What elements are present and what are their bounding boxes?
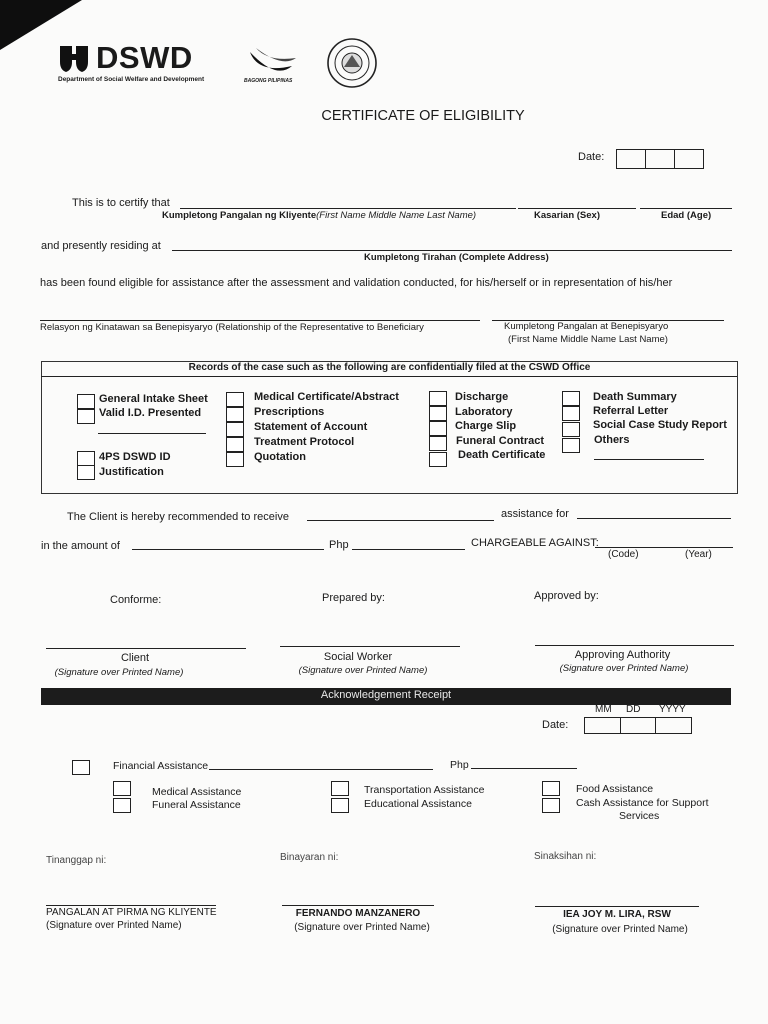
checkbox-death-summary[interactable]: [562, 391, 580, 406]
chargeable-label: CHARGEABLE AGAINST:: [471, 537, 599, 549]
date-label: Date:: [578, 151, 605, 163]
valid-id-line[interactable]: [98, 433, 206, 434]
bagong-pilipinas-icon: [246, 44, 300, 80]
chargeable-line[interactable]: [595, 547, 733, 548]
bagong-pilipinas-caption: BAGONG PILIPINAS: [244, 78, 293, 84]
sex-caption: Kasarian (Sex): [534, 210, 601, 221]
dswd-logo-text: DSWD: [96, 40, 193, 75]
label-financial-assistance: Financial Assistance: [113, 760, 209, 772]
client-name-caption-tagalog: Kumpletong Pangalan ng Kliyente: [162, 210, 317, 221]
label-referral-letter: Referral Letter: [593, 405, 669, 417]
label-statement-of-account: Statement of Account: [254, 421, 368, 433]
recommend-line[interactable]: [307, 520, 494, 521]
checkbox-death-certificate[interactable]: [429, 452, 447, 467]
label-medical-certificate: Medical Certificate/Abstract: [254, 391, 399, 403]
ack-date-day-box[interactable]: [621, 718, 657, 733]
label-educational-assistance: Educational Assistance: [364, 798, 472, 810]
client-sig-caption: (Signature over Printed Name): [54, 667, 184, 678]
checkbox-discharge[interactable]: [429, 391, 447, 406]
label-food-assistance: Food Assistance: [576, 783, 654, 795]
checkbox-educational-assistance[interactable]: [331, 798, 349, 813]
label-general-intake-sheet: General Intake Sheet: [99, 393, 208, 405]
checkbox-funeral-assistance[interactable]: [113, 798, 131, 813]
payer-sig-caption: (Signature over Printed Name): [294, 922, 430, 933]
date-field[interactable]: [616, 149, 704, 169]
client-name-caption: [162, 210, 476, 221]
label-laboratory: Laboratory: [455, 406, 513, 418]
code-caption: (Code): [608, 549, 639, 560]
label-prescriptions: Prescriptions: [254, 406, 325, 418]
label-quotation: Quotation: [254, 451, 306, 463]
ack-php-line[interactable]: [471, 768, 577, 769]
ack-date-label: Date:: [542, 719, 569, 731]
client-receipt-sig-caption: (Signature over Printed Name): [46, 920, 182, 931]
beneficiary-caption-2: (First Name Middle Name Last Name): [508, 334, 668, 345]
client-name-caption-english: (First Name Middle Name Last Name): [316, 210, 477, 221]
relationship-line[interactable]: [40, 320, 480, 321]
conforme-label: Conforme:: [110, 594, 162, 606]
checkbox-treatment-protocol[interactable]: [226, 437, 244, 452]
payer-signature-line[interactable]: [282, 905, 434, 906]
received-by-label: Tinanggap ni:: [46, 855, 107, 866]
ack-date-month-box[interactable]: [585, 718, 621, 733]
label-others: Others: [594, 434, 630, 446]
label-funeral-contract: Funeral Contract: [456, 435, 545, 447]
financial-assistance-line[interactable]: [209, 769, 433, 770]
bagong-pilipinas-logo: [246, 44, 300, 85]
checkbox-valid-id[interactable]: [77, 409, 95, 424]
checkbox-referral-letter[interactable]: [562, 406, 580, 421]
client-signature-line[interactable]: [46, 648, 246, 649]
checkbox-medical-certificate[interactable]: [226, 392, 244, 407]
date-year-box[interactable]: [675, 150, 703, 168]
checkbox-financial-assistance[interactable]: [72, 760, 90, 775]
approved-by-label: Approved by:: [534, 590, 599, 602]
checkbox-others[interactable]: [562, 438, 580, 453]
witnessed-by-label: Sinaksihan ni:: [534, 851, 597, 862]
ack-yyyy-caption: YYYY: [659, 704, 686, 715]
label-funeral-assistance: Funeral Assistance: [152, 799, 241, 811]
approving-authority-signature-line[interactable]: [535, 645, 734, 646]
records-heading: Records of the case such as the following are confidentially filed at the CSWD Office: [188, 362, 591, 373]
amount-words-line[interactable]: [132, 549, 324, 550]
client-title: Client: [120, 652, 150, 664]
social-worker-signature-line[interactable]: [280, 646, 460, 647]
ack-mm-caption: MM: [595, 704, 612, 715]
label-death-certificate: Death Certificate: [458, 449, 546, 461]
checkbox-statement-of-account[interactable]: [226, 422, 244, 437]
age-line[interactable]: [640, 208, 732, 209]
acknowledgement-title: Acknowledgement Receipt: [320, 689, 452, 701]
checkbox-general-intake-sheet[interactable]: [77, 394, 95, 409]
prepared-by-label: Prepared by:: [322, 592, 385, 604]
eligibility-statement: has been found eligible for assistance after the assessment and validation conducted, for his/herself or in representation of his/her: [40, 277, 673, 289]
client-name-line[interactable]: [180, 208, 516, 209]
checkbox-laboratory[interactable]: [429, 406, 447, 421]
city-seal-icon: [324, 37, 380, 89]
witness-name: IEA JOY M. LIRA, RSW: [563, 909, 671, 920]
paid-by-label: Binayaran ni:: [280, 852, 339, 863]
assistance-for-line[interactable]: [577, 518, 731, 519]
amount-php-line[interactable]: [352, 549, 465, 550]
label-valid-id: Valid I.D. Presented: [99, 407, 202, 419]
checkbox-transportation-assistance[interactable]: [331, 781, 349, 796]
amount-php-label: Php: [329, 539, 349, 551]
label-transportation-assistance: Transportation Assistance: [364, 784, 485, 796]
client-receipt-name: PANGALAN AT PIRMA NG KLIYENTE: [46, 907, 217, 918]
label-social-case-study: Social Case Study Report: [593, 419, 727, 431]
assistance-for-text: assistance for: [501, 508, 569, 520]
label-cash-assistance-2: Services: [619, 810, 660, 822]
ack-dd-caption: DD: [626, 704, 641, 715]
ack-date-field[interactable]: [584, 717, 692, 734]
year-caption: (Year): [685, 549, 712, 560]
checkbox-quotation[interactable]: [226, 452, 244, 467]
date-day-box[interactable]: [646, 150, 675, 168]
label-justification: Justification: [99, 466, 164, 478]
beneficiary-caption-1: Kumpletong Pangalan at Benepisyaryo: [504, 321, 669, 332]
label-charge-slip: Charge Slip: [455, 420, 517, 432]
city-seal: [324, 37, 380, 94]
approving-authority-title: Approving Authority: [574, 649, 671, 661]
label-treatment-protocol: Treatment Protocol: [254, 436, 355, 448]
checkbox-justification[interactable]: [77, 465, 95, 480]
residing-text: and presently residing at: [41, 240, 161, 252]
ack-php-label: Php: [450, 759, 469, 771]
checkbox-food-assistance[interactable]: [542, 781, 560, 796]
dswd-emblem-icon: [58, 44, 94, 74]
checkbox-cash-assistance[interactable]: [542, 798, 560, 813]
checkbox-medical-assistance[interactable]: [113, 781, 131, 796]
social-worker-sig-caption: (Signature over Printed Name): [298, 665, 428, 676]
age-caption: Edad (Age): [661, 210, 712, 221]
label-4ps-dswd-id: 4PS DSWD ID: [99, 451, 171, 463]
certify-text: This is to certify that: [72, 197, 170, 209]
label-cash-assistance-1: Cash Assistance for Support: [576, 797, 709, 809]
witness-signature-line[interactable]: [535, 906, 699, 907]
checkbox-4ps-dswd-id[interactable]: [77, 451, 95, 466]
label-discharge: Discharge: [455, 391, 509, 403]
scan-dark-corner: [0, 0, 82, 50]
approving-authority-sig-caption: (Signature over Printed Name): [559, 663, 689, 674]
label-death-summary: Death Summary: [593, 391, 677, 403]
address-line[interactable]: [172, 250, 732, 251]
witness-sig-caption: (Signature over Printed Name): [552, 924, 688, 935]
agency-name: Department of Social Welfare and Development: [58, 76, 205, 83]
recommend-text: The Client is hereby recommended to receive: [67, 511, 289, 523]
checkbox-charge-slip[interactable]: [429, 421, 447, 436]
payer-name: FERNANDO MANZANERO: [295, 908, 421, 919]
ack-date-year-box[interactable]: [656, 718, 691, 733]
client-receipt-signature-line[interactable]: [46, 905, 216, 906]
relationship-caption: Relasyon ng Kinatawan sa Benepisyaryo (Relationship of the Representative to Beneficiary: [40, 322, 424, 333]
others-line[interactable]: [594, 459, 704, 460]
checkbox-funeral-contract[interactable]: [429, 436, 447, 451]
social-worker-title: Social Worker: [323, 651, 393, 663]
date-month-box[interactable]: [617, 150, 646, 168]
checkbox-prescriptions[interactable]: [226, 407, 244, 422]
address-caption: Kumpletong Tirahan (Complete Address): [364, 252, 549, 263]
label-medical-assistance: Medical Assistance: [152, 786, 242, 798]
sex-line[interactable]: [518, 208, 636, 209]
document-title: CERTIFICATE OF ELIGIBILITY: [321, 108, 525, 124]
records-heading-underline: [41, 376, 737, 377]
amount-text: in the amount of: [41, 540, 120, 552]
checkbox-social-case-study[interactable]: [562, 422, 580, 437]
